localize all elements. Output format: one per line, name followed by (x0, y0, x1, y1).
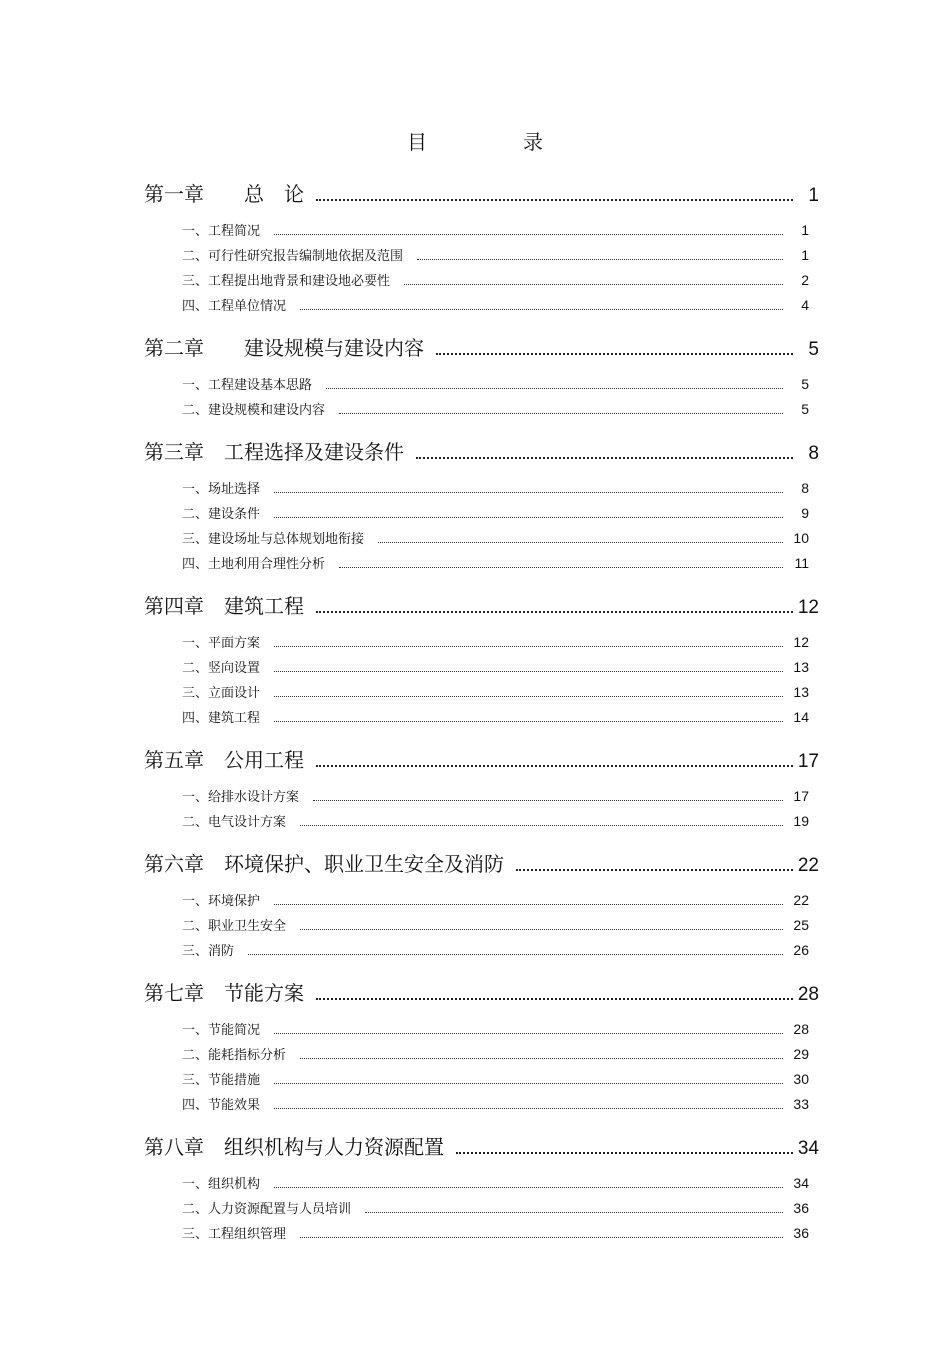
toc-chapter-page: 1 (808, 185, 819, 206)
dot-leader (274, 517, 783, 518)
toc-section-page: 22 (793, 892, 809, 908)
toc-section-title: 一、给排水设计方案 (182, 790, 300, 805)
toc-chapter-title: 第七章 节能方案 (144, 981, 304, 1005)
toc-section-title: 一、环境保护 (182, 894, 261, 909)
toc-chapter-row[interactable] (144, 590, 819, 622)
toc-section-row[interactable] (144, 268, 819, 293)
toc-section-page: 5 (801, 401, 809, 417)
toc-section-page: 8 (801, 480, 809, 496)
page-title: 目 录 (407, 130, 581, 154)
dot-leader (274, 721, 783, 722)
toc-section-page: 4 (801, 297, 809, 313)
toc-section-page: 2 (801, 272, 809, 288)
toc-section-row[interactable] (144, 476, 819, 501)
toc-section-page: 26 (793, 942, 809, 958)
toc-section-title: 三、建设场址与总体规划地衔接 (182, 532, 365, 547)
dot-leader (274, 696, 783, 697)
toc-section-row[interactable] (144, 913, 819, 938)
toc-section-row[interactable] (144, 1171, 819, 1196)
dot-leader (316, 765, 793, 767)
toc-chapter-page: 22 (797, 855, 819, 876)
toc-section-title: 三、工程提出地背景和建设地必要性 (182, 274, 391, 289)
dot-leader (274, 904, 783, 905)
dot-leader (300, 1058, 783, 1059)
toc-chapter-page: 5 (808, 339, 819, 360)
toc-section-row[interactable] (144, 1017, 819, 1042)
toc-chapter-row[interactable] (144, 977, 819, 1009)
chapter-spacer (144, 730, 819, 744)
toc-section-row[interactable] (144, 372, 819, 397)
dot-leader (316, 199, 793, 201)
toc-section-page: 36 (793, 1225, 809, 1241)
dot-leader (274, 492, 783, 493)
chapter-spacer (144, 576, 819, 590)
toc-section-title: 二、建设规模和建设内容 (182, 403, 326, 418)
toc-section-title: 四、土地利用合理性分析 (182, 557, 326, 572)
toc-chapter-page: 12 (797, 597, 819, 618)
toc-section-title: 二、能耗指标分析 (182, 1048, 287, 1063)
toc-chapter-title: 第四章 建筑工程 (144, 594, 304, 618)
dot-leader (378, 542, 783, 543)
dot-leader (339, 567, 783, 568)
toc-section-row[interactable] (144, 1196, 819, 1221)
toc-section-title: 一、工程建设基本思路 (182, 378, 313, 393)
chapter-spacer (144, 318, 819, 332)
toc-section-row[interactable] (144, 655, 819, 680)
toc-chapter-page: 28 (797, 984, 819, 1005)
dot-leader (313, 800, 783, 801)
toc-section-title: 四、建筑工程 (182, 711, 261, 726)
dot-leader (274, 1083, 783, 1084)
dot-leader (300, 309, 783, 310)
toc-section-title: 一、场址选择 (182, 482, 261, 497)
dot-leader (339, 413, 783, 414)
dot-leader (326, 388, 783, 389)
toc-section-row[interactable] (144, 218, 819, 243)
toc-section-page: 1 (801, 222, 809, 238)
toc-section-page: 10 (793, 530, 809, 546)
toc-section-page: 29 (793, 1046, 809, 1062)
toc-section-title: 一、节能简况 (182, 1023, 261, 1038)
toc-section-row[interactable] (144, 293, 819, 318)
toc-chapter-title: 第二章 建设规模与建设内容 (144, 336, 424, 360)
toc-section-title: 三、工程组织管理 (182, 1227, 287, 1242)
dot-leader (248, 954, 783, 955)
dot-leader (416, 457, 793, 459)
chapter-spacer (144, 1117, 819, 1131)
dot-leader (316, 998, 793, 1000)
toc-section-title: 二、竖向设置 (182, 661, 261, 676)
toc-chapter-page: 17 (797, 751, 819, 772)
dot-leader (274, 646, 783, 647)
dot-leader (456, 1152, 793, 1154)
toc-section-title: 三、立面设计 (182, 686, 261, 701)
chapter-spacer (144, 1246, 819, 1260)
toc-chapter-title: 第一章 总 论 (144, 182, 304, 206)
dot-leader (274, 671, 783, 672)
dot-leader (300, 1237, 783, 1238)
dot-leader (300, 825, 783, 826)
toc-section-page: 12 (793, 634, 809, 650)
toc-section-title: 四、工程单位情况 (182, 299, 287, 314)
toc-chapter-row[interactable] (144, 744, 819, 776)
dot-leader (316, 611, 793, 613)
chapter-spacer (144, 963, 819, 977)
toc-section-title: 三、消防 (182, 944, 235, 959)
toc-chapter-title: 第三章 工程选择及建设条件 (144, 440, 404, 464)
toc-section-title: 二、人力资源配置与人员培训 (182, 1202, 352, 1217)
toc-section-row[interactable] (144, 888, 819, 913)
toc-section-row[interactable] (144, 784, 819, 809)
toc-section-title: 二、电气设计方案 (182, 815, 287, 830)
dot-leader (274, 1187, 783, 1188)
toc-section-row[interactable] (144, 1042, 819, 1067)
dot-leader (404, 284, 783, 285)
toc-chapter-title: 第六章 环境保护、职业卫生安全及消防 (144, 852, 504, 876)
toc-section-page: 9 (801, 505, 809, 521)
table-of-contents (144, 178, 819, 1260)
toc-section-row[interactable] (144, 526, 819, 551)
toc-section-page: 25 (793, 917, 809, 933)
chapter-spacer (144, 834, 819, 848)
toc-section-row[interactable] (144, 680, 819, 705)
toc-section-row[interactable] (144, 705, 819, 730)
toc-chapter-row[interactable] (144, 436, 819, 468)
toc-section-page: 33 (793, 1096, 809, 1112)
dot-leader (436, 353, 793, 355)
toc-chapter-row[interactable] (144, 332, 819, 364)
toc-section-page: 19 (793, 813, 809, 829)
toc-section-row[interactable] (144, 397, 819, 422)
toc-section-row[interactable] (144, 1221, 819, 1246)
dot-leader (274, 234, 783, 235)
toc-section-row[interactable] (144, 630, 819, 655)
toc-section-title: 三、节能措施 (182, 1073, 261, 1088)
toc-section-title: 二、建设条件 (182, 507, 261, 522)
toc-section-title: 一、平面方案 (182, 636, 261, 651)
toc-section-row[interactable] (144, 809, 819, 834)
toc-section-page: 14 (793, 709, 809, 725)
dot-leader (300, 929, 783, 930)
toc-section-page: 34 (793, 1175, 809, 1191)
toc-chapter-row[interactable] (144, 848, 819, 880)
toc-section-page: 17 (793, 788, 809, 804)
toc-section-row[interactable] (144, 243, 819, 268)
toc-chapter-row[interactable] (144, 178, 819, 210)
toc-section-page: 5 (801, 376, 809, 392)
toc-section-row[interactable] (144, 938, 819, 963)
dot-leader (274, 1108, 783, 1109)
toc-section-page: 1 (801, 247, 809, 263)
toc-section-title: 二、职业卫生安全 (182, 919, 287, 934)
toc-section-title: 四、节能效果 (182, 1098, 261, 1113)
dot-leader (417, 259, 783, 260)
toc-chapter-page: 34 (797, 1138, 819, 1159)
toc-chapter-row[interactable] (144, 1131, 819, 1163)
toc-section-row[interactable] (144, 1067, 819, 1092)
toc-section-page: 36 (793, 1200, 809, 1216)
toc-section-title: 二、可行性研究报告编制地依据及范围 (182, 249, 404, 264)
chapter-spacer (144, 422, 819, 436)
toc-section-page: 11 (794, 555, 809, 571)
toc-section-page: 13 (793, 659, 809, 675)
toc-section-row[interactable] (144, 551, 819, 576)
toc-chapter-title: 第五章 公用工程 (144, 748, 304, 772)
toc-section-page: 30 (793, 1071, 809, 1087)
toc-section-title: 一、组织机构 (182, 1177, 261, 1192)
dot-leader (365, 1212, 783, 1213)
toc-chapter-title: 第八章 组织机构与人力资源配置 (144, 1135, 444, 1159)
toc-chapter-page: 8 (808, 443, 819, 464)
toc-section-title: 一、工程简况 (182, 224, 261, 239)
toc-section-row[interactable] (144, 1092, 819, 1117)
toc-section-page: 28 (793, 1021, 809, 1037)
toc-section-row[interactable] (144, 501, 819, 526)
dot-leader (274, 1033, 783, 1034)
dot-leader (516, 869, 793, 871)
toc-section-page: 13 (793, 684, 809, 700)
